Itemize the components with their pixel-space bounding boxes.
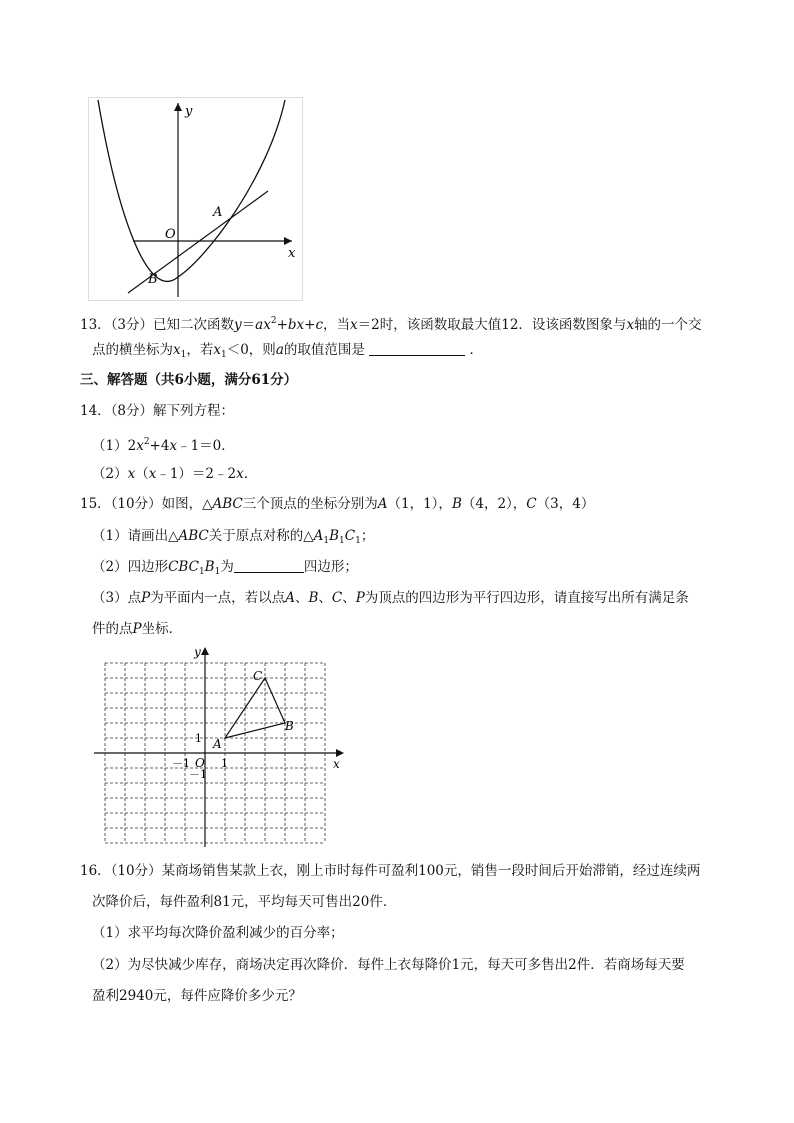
y-axis-label: y (185, 104, 193, 119)
x-axis-arrow (336, 749, 344, 757)
x-axis-label: x (288, 246, 296, 261)
y-axis-label: y (194, 645, 201, 659)
q14-p2-x: x (127, 466, 136, 482)
q15-number: 15． (80, 496, 111, 512)
q13-x1b: x (213, 342, 221, 358)
point-b-label: B (148, 272, 158, 287)
q14-p1-exp: 2 (143, 437, 150, 447)
tick-one-x: 1 (221, 757, 228, 770)
q15-p3-sep3: 、 (342, 590, 356, 606)
q15-p3-C: C (331, 590, 343, 606)
q13-x-var2: x (626, 317, 635, 333)
q15-p1-B-sub: 1 (339, 536, 345, 546)
q15-coordA: （1，1）， (387, 496, 452, 512)
q16-part2-line1: （2）为尽快减少库存，商场决定再次降价．每件上衣每降价1元，每天可多售出2件．若商场每天要 (92, 957, 685, 973)
q13-fn-eq: ＝ (241, 317, 256, 333)
q13-x1b-sub: 1 (220, 350, 227, 360)
q15-coordC: （3，4） (536, 496, 595, 512)
q15-part2 (92, 558, 358, 581)
q15-part1 (92, 527, 374, 550)
q15-part3-line2 (92, 620, 182, 638)
coordinate-grid-figure (92, 645, 350, 851)
q15-p3-a: （3）点 (92, 590, 142, 606)
q15-line1 (80, 495, 594, 513)
vertex-a-label: A (213, 737, 222, 751)
q15-p3-sep2: 、 (318, 590, 332, 606)
section3-title: 三、解答题（共6小题，满分61分） (80, 372, 298, 388)
q15-p1-A-sub: 1 (323, 536, 330, 546)
q14-p1-x: x (136, 438, 144, 454)
q15-p3-line2P: P (132, 621, 142, 637)
q14-p1-a: （1）2 (92, 438, 137, 454)
q14-number: 14． (80, 403, 111, 419)
q13-fn-plus1: + (276, 317, 288, 333)
tick-neg-one-y: －1 (189, 768, 207, 781)
q14-p2-a: （2） (92, 466, 128, 482)
q13-line2-d: 的取值范围是 (283, 342, 365, 358)
q13-text1: ，当 (323, 317, 351, 333)
figure-frame (89, 98, 303, 301)
tick-one-y: 1 (195, 732, 202, 745)
q15-p2-sub1: 1 (198, 567, 205, 577)
point-a-label: A (213, 205, 223, 220)
q14-p2-c: ﹣1）＝2﹣2 (156, 466, 237, 482)
q16-part1: （1）求平均每次降价盈利减少的百分率； (92, 925, 344, 941)
q13-answer-blank[interactable] (369, 343, 465, 356)
q15-coordB: （4，2）， (461, 496, 527, 512)
q13-a-var: a (275, 342, 284, 358)
q13-fn-a: ax (255, 317, 271, 333)
q13-line2-c: ＜0，则 (226, 342, 276, 358)
q15-p3-line2b: 坐标． (141, 621, 183, 637)
q13-x-var: x (350, 317, 358, 333)
q15-answer-blank[interactable] (234, 560, 304, 573)
q15-p1-C: C (344, 528, 356, 544)
q15-p2-cbc: CBC (168, 559, 199, 575)
q15-p3-P: P (141, 590, 151, 606)
q15-C: C (526, 496, 537, 512)
q15-p3-B: B (308, 590, 319, 606)
q14-p2-x3: x (236, 466, 244, 482)
q13-line2-b: ，若 (186, 342, 214, 358)
q13-x1a-sub: 1 (180, 350, 187, 360)
q13-line2-end: ． (469, 342, 483, 358)
q13-x1a: x (173, 342, 181, 358)
vertex-b-label: B (285, 719, 294, 733)
tick-neg-one-x: －1 (172, 757, 190, 770)
parabola-figure (88, 97, 303, 301)
vertex-c-label: C (253, 669, 263, 683)
q15-p2-c: 四边形； (303, 559, 358, 575)
q15-abc: ABC (212, 496, 243, 512)
q14-p2-x2: x (148, 466, 157, 482)
q14-part1 (92, 433, 235, 455)
q15-p3-P2: P (355, 590, 365, 606)
q13-line2 (92, 341, 483, 364)
q15-p2-b: 为 (220, 559, 234, 575)
q13-line2-a: 点的横坐标为 (92, 342, 173, 358)
q15-p2-sub2: 1 (214, 567, 221, 577)
q15-p2-a: （2）四边形 (92, 559, 169, 575)
q15-p1-b: 关于原点对称的△ (208, 528, 314, 544)
q15-text-a: （10分）如图，△ (110, 496, 213, 512)
q16-line1 (80, 862, 700, 880)
q16-line1-text: （10分）某商场销售某款上衣，刚上市时每件可盈利100元，销售一段时间后开始滞销，经过连续两 (110, 863, 701, 879)
q15-B: B (451, 496, 462, 512)
q15-p3-A: A (285, 590, 295, 606)
origin-label: O (195, 756, 205, 770)
q16-line2: 次降价后，每件盈利81元，平均每天可售出20件． (92, 894, 397, 910)
q14-p1-c: ﹣1＝0． (177, 438, 235, 454)
q13-fn-y: y (234, 317, 242, 333)
q15-p1-C-sub: 1 (355, 536, 361, 546)
q14-p2-d: ． (243, 466, 258, 482)
q13-number: 13． (80, 317, 111, 333)
q13-fn-exp: 2 (270, 316, 277, 326)
q15-part3 (92, 589, 689, 607)
q15-text-b: 三个顶点的坐标分别为 (242, 496, 378, 512)
q13-fn-plus2: + (304, 317, 316, 333)
q13-score: （3分）已知二次函数 (110, 317, 235, 333)
q15-p1-a: （1）请画出△ (92, 528, 179, 544)
q14-p2-b: （ (135, 466, 149, 482)
x-axis-label: x (333, 757, 340, 771)
q15-A: A (377, 496, 388, 512)
q13-text3: 轴的一个交 (634, 317, 702, 333)
q13-fn-bx: bx (287, 317, 305, 333)
q14-p1-x2: x (169, 438, 178, 454)
q14-line1 (80, 402, 234, 420)
q14-text: （8分）解下列方程： (110, 403, 235, 419)
origin-label: O (165, 227, 176, 242)
q16-number: 16． (80, 863, 111, 879)
q15-p1-abc: ABC (178, 528, 209, 544)
q15-p3-b: 为平面内一点，若以点 (150, 590, 286, 606)
q14-part2 (92, 465, 257, 483)
q15-p1-B: B (329, 528, 340, 544)
q15-p2-b1: B (204, 559, 215, 575)
q15-p3-c: 为顶点的四边形为平行四边形，请直接写出所有满足条 (364, 590, 689, 606)
q13-text2: ＝2时，该函数取最大值12．设该函数图象与 (357, 317, 627, 333)
q15-p1-end: ； (360, 528, 375, 544)
q14-p1-b: +4 (149, 438, 170, 454)
q13-fn-c: c (315, 317, 324, 333)
q15-p3-line2a: 件的点 (92, 621, 133, 637)
q15-p3-sep1: 、 (294, 590, 309, 606)
q13-line1 (80, 312, 702, 334)
y-axis-arrow (201, 647, 209, 655)
q15-p1-A: A (313, 528, 324, 544)
q16-part2-line2: 盈利2940元，每件应降价多少元？ (92, 988, 302, 1004)
